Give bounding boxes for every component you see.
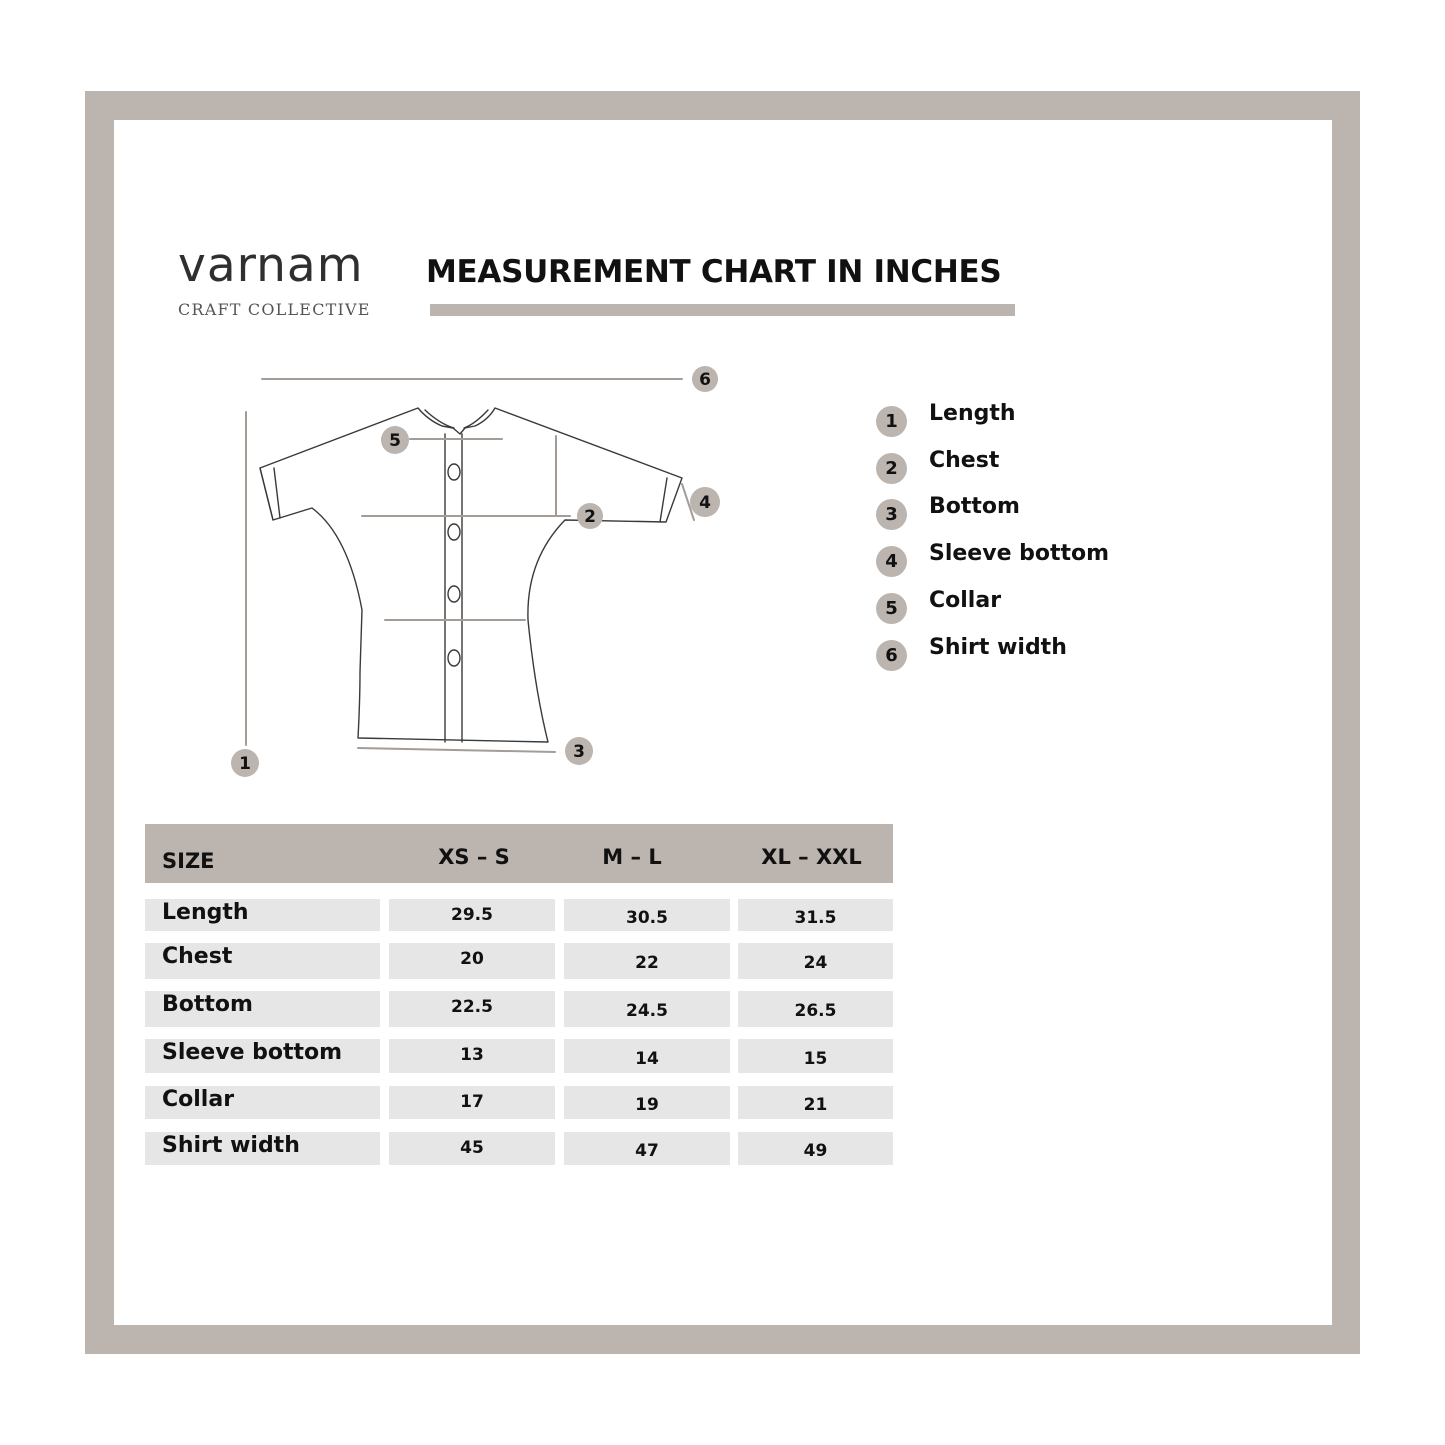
- left-cuff: [260, 468, 280, 520]
- page-title: MEASUREMENT CHART IN INCHES: [426, 254, 1002, 290]
- brand-logo: varnam: [178, 238, 364, 293]
- cell-value: 13: [460, 1045, 484, 1065]
- cell-value: 45: [460, 1138, 484, 1158]
- legend-label: Length: [929, 401, 1016, 426]
- legend-label: Chest: [929, 448, 1000, 473]
- shirt-diagram: [220, 360, 740, 790]
- collar-inner: [425, 410, 488, 428]
- cell-value: 24.5: [626, 1001, 668, 1021]
- guide-bottom: [358, 748, 555, 752]
- cell-value: 17: [460, 1092, 484, 1112]
- row-label: Chest: [162, 944, 233, 969]
- legend-number: 1: [876, 406, 907, 437]
- cell-value: 24: [803, 953, 828, 973]
- cell-value: 31.5: [794, 908, 837, 928]
- row-label: Sleeve bottom: [162, 1040, 343, 1065]
- size-table: [145, 824, 893, 1169]
- svg-text:4: 4: [699, 493, 711, 513]
- row-label: Length: [162, 900, 249, 925]
- table-row: [145, 1086, 893, 1119]
- title-underline: [430, 304, 1015, 316]
- table-row: [145, 1132, 893, 1165]
- cell-value: 15: [803, 1049, 828, 1069]
- table-header: [145, 824, 893, 883]
- marker-2: [577, 503, 603, 529]
- svg-text:5: 5: [389, 431, 401, 451]
- legend-number: 6: [876, 640, 907, 671]
- legend-item-length: [874, 398, 1194, 438]
- cell-value: 47: [635, 1141, 659, 1161]
- cell-value: 49: [803, 1141, 828, 1161]
- legend-item-sleeve-bottom: [874, 538, 1194, 578]
- shirt-button: [448, 586, 460, 602]
- legend-label: Sleeve bottom: [929, 541, 1110, 566]
- svg-text:2: 2: [584, 507, 596, 527]
- legend-item-shirt-width: [874, 632, 1194, 672]
- legend-number: 3: [876, 499, 907, 530]
- svg-text:6: 6: [699, 370, 711, 390]
- row-label: Collar: [162, 1087, 235, 1112]
- right-cuff: [660, 478, 667, 522]
- svg-text:1: 1: [239, 754, 251, 774]
- legend-item-bottom: [874, 491, 1194, 531]
- cell-value: 20: [460, 949, 484, 969]
- legend-label: Collar: [929, 588, 1002, 613]
- marker-5: [381, 426, 409, 454]
- marker-3: [565, 737, 593, 765]
- cell-value: 22: [635, 953, 659, 973]
- table-row: [145, 943, 893, 979]
- legend-label: Shirt width: [929, 635, 1067, 660]
- header-xs-s: XS – S: [438, 845, 510, 869]
- table-row: [145, 991, 893, 1027]
- table-row: [145, 899, 893, 931]
- measurement-legend: [874, 398, 1194, 678]
- brand-tagline: CRAFT COLLECTIVE: [178, 300, 371, 319]
- marker-1: [231, 749, 259, 777]
- legend-item-collar: [874, 585, 1194, 625]
- legend-number: 4: [876, 546, 907, 577]
- legend-label: Bottom: [929, 494, 1020, 519]
- shirt-button: [448, 524, 460, 540]
- header-size: SIZE: [162, 849, 215, 873]
- cell-value: 30.5: [626, 908, 668, 928]
- table-row: [145, 1039, 893, 1073]
- shirt-outline: [260, 408, 682, 742]
- marker-6: [692, 366, 718, 392]
- header-xl-xxl: XL – XXL: [761, 845, 862, 869]
- cell-value: 14: [635, 1049, 659, 1069]
- shirt-button: [448, 464, 460, 480]
- shirt-button: [448, 650, 460, 666]
- legend-number: 2: [876, 453, 907, 484]
- cell-value: 22.5: [451, 997, 493, 1017]
- cell-value: 19: [635, 1095, 659, 1115]
- cell-value: 26.5: [794, 1001, 837, 1021]
- cell-value: 21: [803, 1095, 828, 1115]
- legend-number: 5: [876, 593, 907, 624]
- cell-value: 29.5: [451, 905, 493, 925]
- row-label: Shirt width: [162, 1133, 300, 1158]
- svg-text:3: 3: [573, 742, 585, 762]
- header-m-l: M – L: [602, 845, 662, 869]
- legend-item-chest: [874, 445, 1194, 485]
- marker-4: [690, 487, 720, 517]
- row-label: Bottom: [162, 992, 253, 1017]
